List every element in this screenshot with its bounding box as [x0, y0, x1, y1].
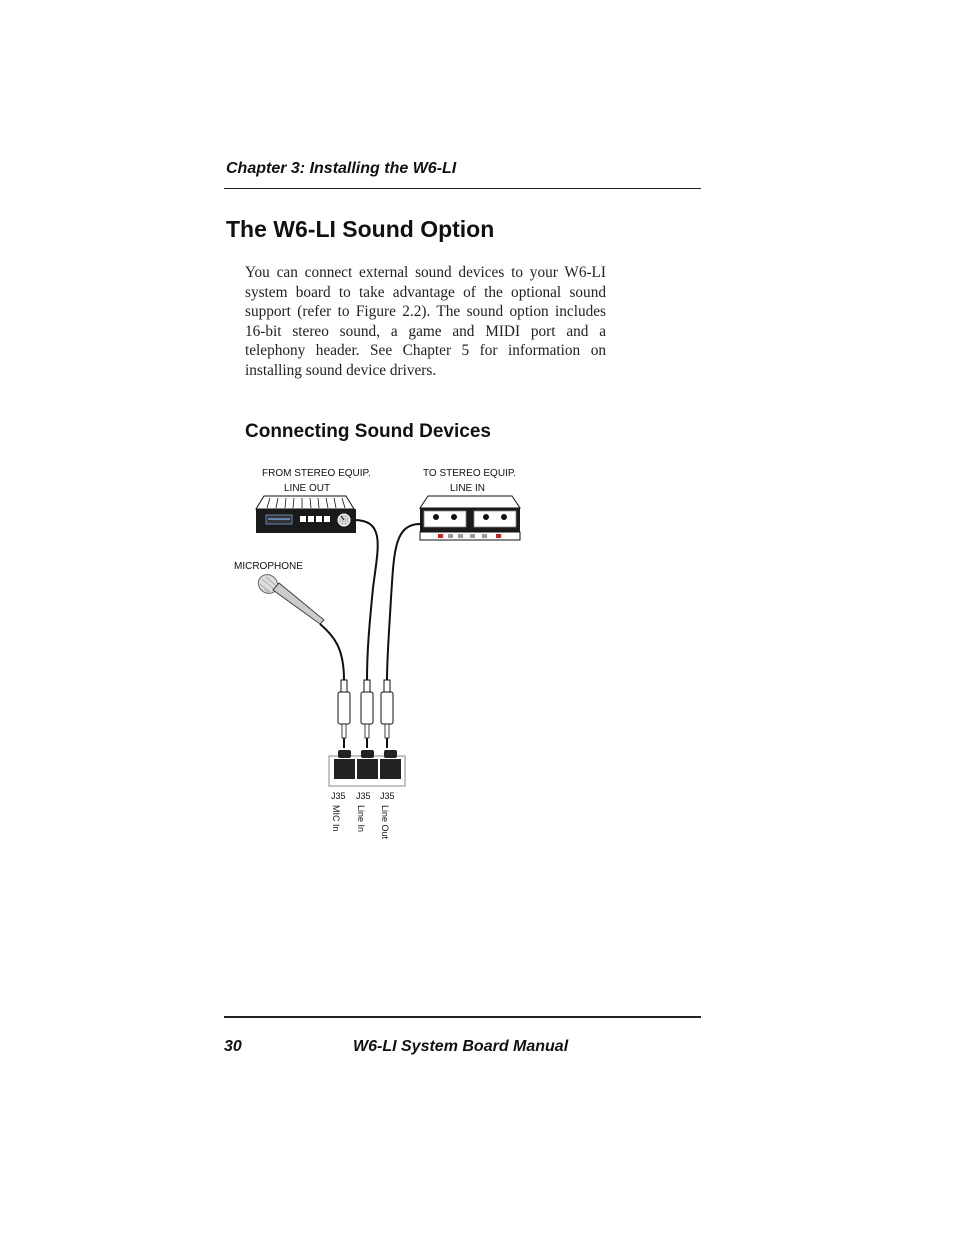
page-number: 30 — [224, 1038, 242, 1055]
jack-1-id: J35 — [331, 791, 346, 801]
j35-connector-block — [329, 750, 405, 786]
jack-1-name: MIC In — [331, 805, 341, 832]
to-label-1: TO STEREO EQUIP. — [423, 468, 516, 479]
footer-manual-title: W6-LI System Board Manual — [353, 1038, 569, 1055]
tape-deck-icon — [420, 496, 520, 540]
stereo-amplifier-icon — [256, 496, 356, 533]
from-label-1: FROM STEREO EQUIP. — [262, 468, 371, 479]
microphone-icon — [255, 571, 324, 624]
subsection-title: Connecting Sound Devices — [245, 421, 491, 442]
section-title: The W6-LI Sound Option — [226, 216, 495, 242]
jack-2-id: J35 — [356, 791, 371, 801]
microphone-label: MICROPHONE — [234, 561, 303, 572]
line-out-plug-icon — [381, 680, 393, 748]
sound-devices-diagram — [226, 458, 546, 848]
header-rule — [224, 188, 701, 189]
mic-plug-icon — [338, 680, 350, 748]
footer-rule — [224, 1016, 701, 1018]
jack-3-id: J35 — [380, 791, 395, 801]
body-paragraph: You can connect external sound devices to your W6-LI system board to take advantage of the optional sound support (refer to Figure 2.2). The sound option includes 16-bit stereo sound, a game and MIDI port and a telephony header. See Chapter 5 for information on installing sound device drivers. — [245, 264, 606, 379]
from-label-2: LINE OUT — [284, 483, 331, 494]
line-in-plug-icon — [361, 680, 373, 748]
jack-2-name: Line In — [356, 805, 366, 833]
chapter-header: Chapter 3: Installing the W6-LI — [226, 160, 457, 177]
to-label-2: LINE IN — [450, 483, 486, 494]
sound-devices-figure — [226, 458, 546, 848]
jack-3-name: Line Out — [380, 805, 390, 840]
